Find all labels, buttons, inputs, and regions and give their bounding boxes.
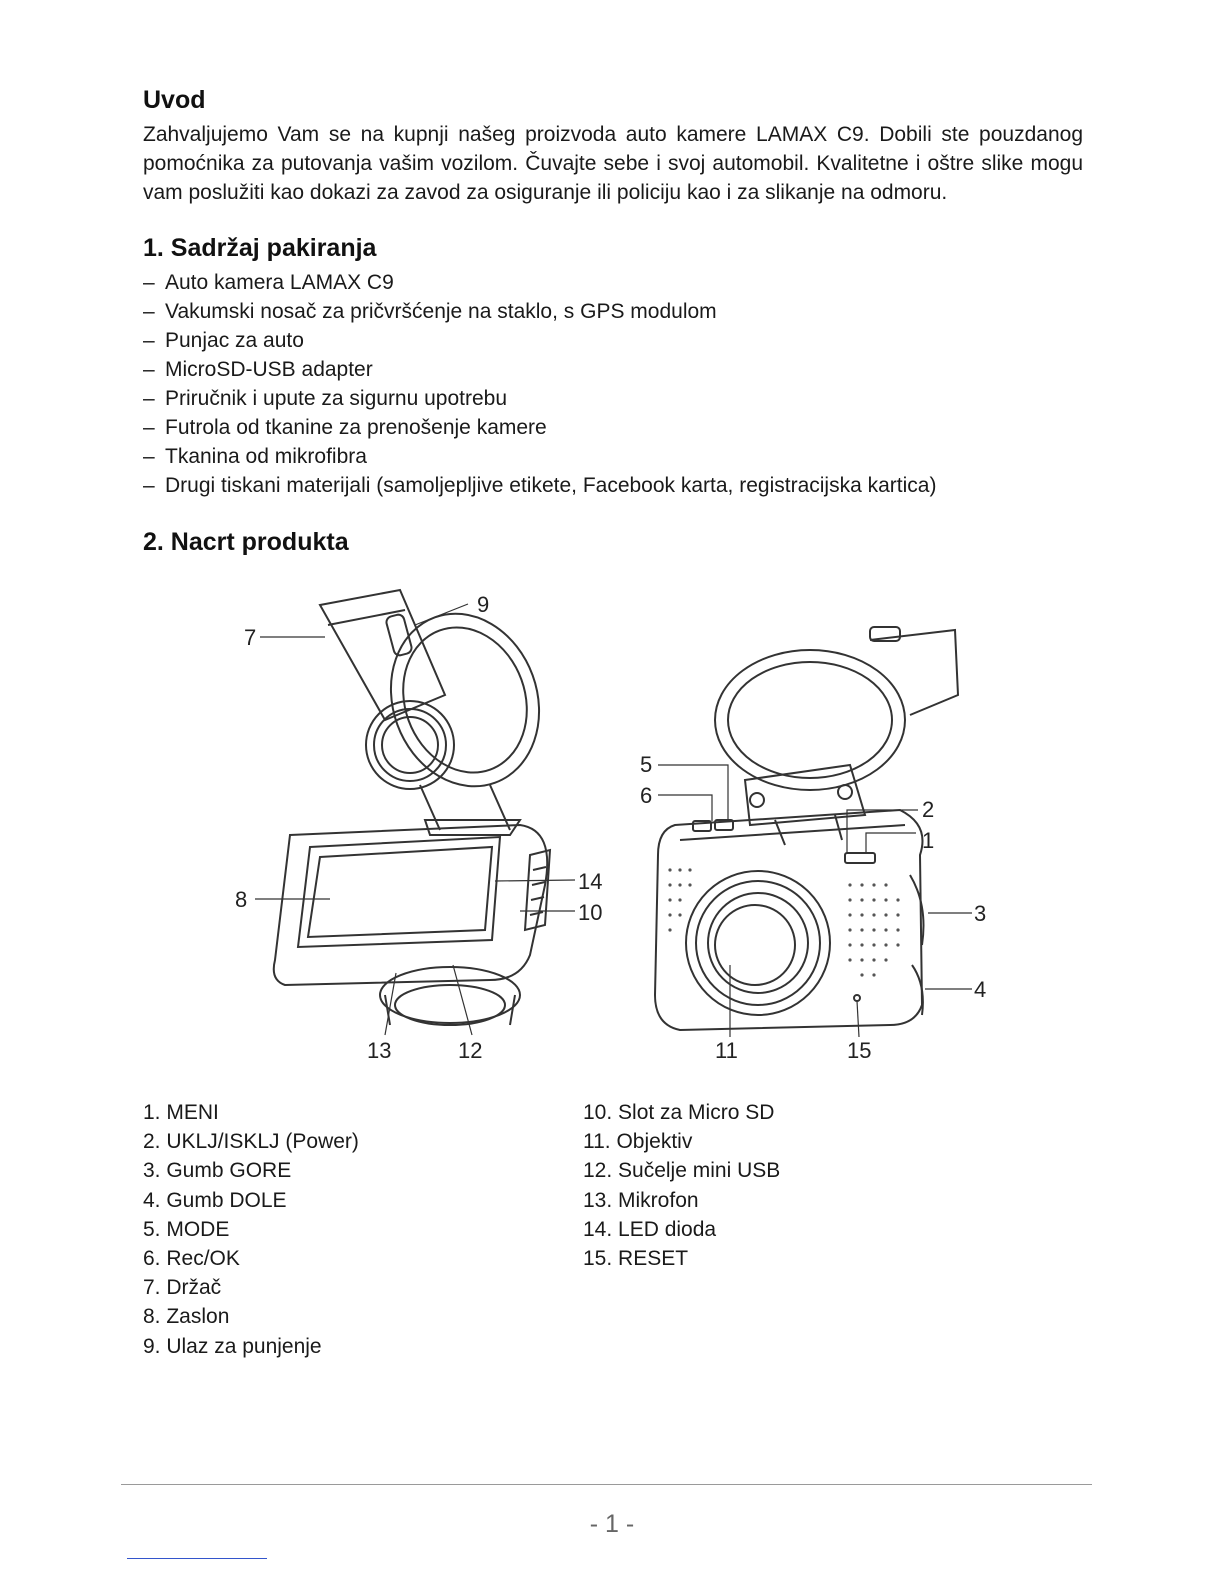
callout-9: 9 [477, 592, 490, 617]
parts-list-right [583, 1098, 780, 1273]
callout-13: 13 [367, 1038, 392, 1063]
parts-list-left [143, 1098, 359, 1361]
list-item: 2. UKLJ/ISKLJ (Power) [143, 1130, 359, 1154]
camera-rear-view-illustration [274, 590, 563, 1025]
list-item: 11. Objektiv [583, 1130, 693, 1154]
callout-5: 5 [640, 752, 653, 777]
callout-7: 7 [244, 625, 257, 650]
list-item: – Priručnik i upute za sigurnu upotrebu [143, 384, 936, 413]
intro-paragraph: Zahvaljujemo Vam se na kupnji našeg proizvoda auto kamere LAMAX C9. Dobili ste pouzdanog pomoćnika za putovanja vašim vozilom. Čuvajte sebe i svoj automobil. Kvalitetne i oštre slike mogu vam poslužiti kao dokazi za zavod za osiguranje ili policiju kao i za slikanje na odmoru. [143, 123, 1083, 204]
list-item: – Drugi tiskani materijali (samoljepljive etikete, Facebook karta, registracijska kartica) [143, 471, 936, 500]
callout-11: 11 [715, 1038, 738, 1063]
callout-8: 8 [235, 887, 248, 912]
packaging-heading: 1. Sadržaj pakiranja [143, 234, 377, 262]
footnote-divider [127, 1558, 267, 1559]
list-item: 14. LED dioda [583, 1217, 717, 1241]
list-item: – Auto kamera LAMAX C9 [143, 268, 936, 297]
list-item: 13. Mikrofon [583, 1188, 699, 1212]
list-item: 6. Rec/OK [143, 1247, 240, 1271]
callout-10: 10 [578, 900, 603, 925]
packaging-list [143, 268, 936, 500]
page-number: - 1 - [589, 1510, 635, 1538]
list-item: 7. Držač [143, 1276, 222, 1300]
list-item: 1. MENI [143, 1101, 219, 1124]
list-item: 3. Gumb GORE [143, 1159, 292, 1183]
list-item: – MicroSD-USB adapter [143, 355, 936, 384]
product-diagram [210, 585, 1010, 1065]
callout-2: 2 [922, 797, 935, 822]
intro-heading: Uvod [143, 86, 206, 114]
callout-14: 14 [578, 869, 603, 894]
list-item: – Punjac za auto [143, 326, 936, 355]
callout-6: 6 [640, 783, 653, 808]
callout-1: 1 [922, 828, 935, 853]
camera-front-view-illustration [655, 627, 958, 1030]
list-item: 12. Sučelje mini USB [583, 1159, 781, 1183]
list-item: 8. Zaslon [143, 1305, 230, 1329]
list-item: 15. RESET [583, 1247, 689, 1271]
list-item: 5. MODE [143, 1217, 230, 1241]
list-item: – Tkanina od mikrofibra [143, 442, 936, 471]
callout-4: 4 [974, 977, 987, 1002]
list-item: 10. Slot za Micro SD [583, 1101, 775, 1124]
list-item: 9. Ulaz za punjenje [143, 1334, 322, 1358]
callout-15: 15 [847, 1038, 872, 1063]
footer-divider [121, 1484, 1092, 1485]
list-item: – Vakumski nosač za pričvršćenje na staklo, s GPS modulom [143, 297, 936, 326]
list-item: 4. Gumb DOLE [143, 1188, 287, 1212]
callout-3: 3 [974, 901, 987, 926]
list-item: – Futrola od tkanine za prenošenje kamere [143, 413, 936, 442]
callout-12: 12 [458, 1038, 483, 1063]
product-heading: 2. Nacrt produkta [143, 528, 349, 556]
